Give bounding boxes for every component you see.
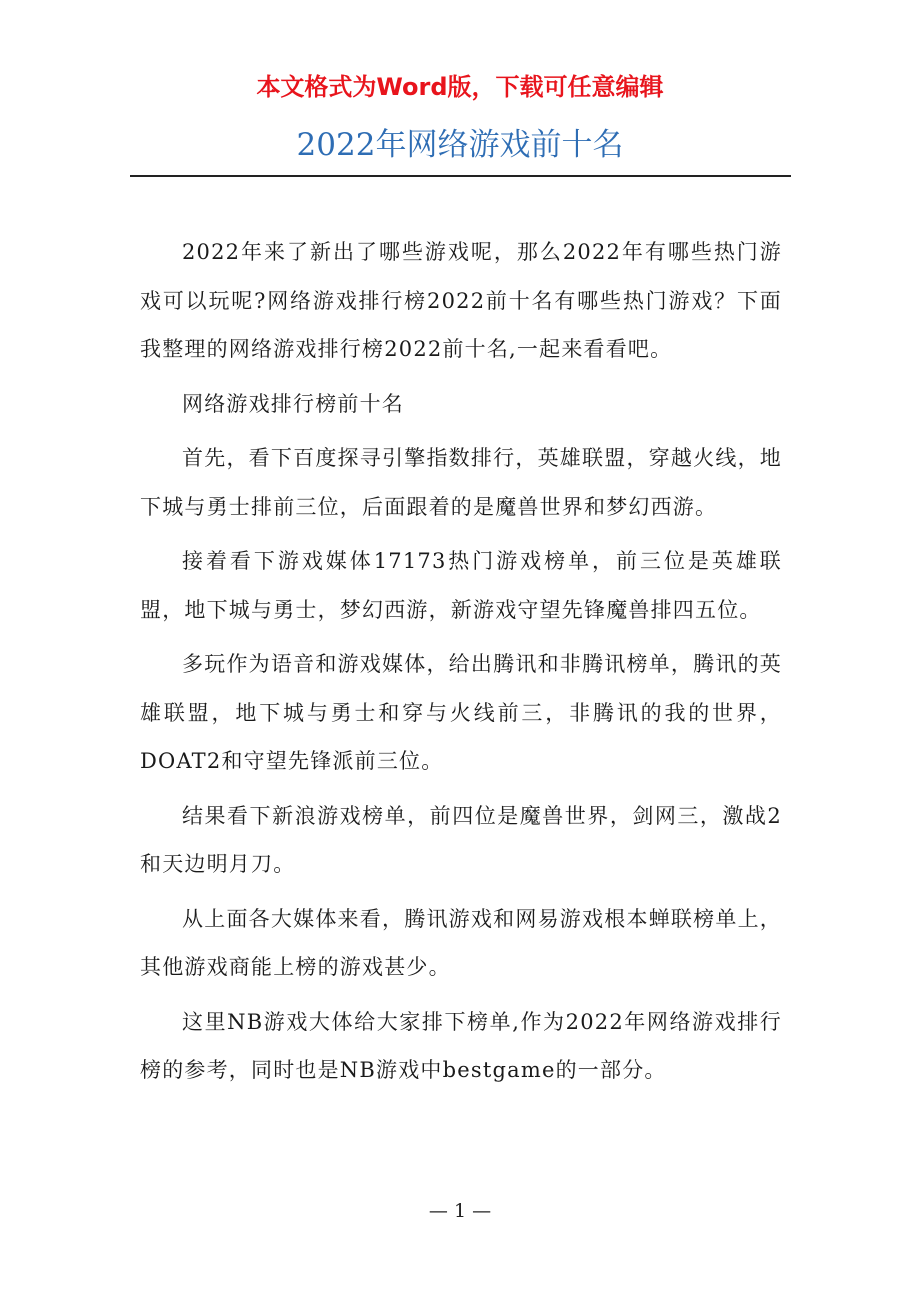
page-number: — 1 —	[428, 1200, 492, 1222]
paragraph-intro: 2022年来了新出了哪些游戏呢，那么2022年有哪些热门游戏可以玩呢?网络游戏排行榜2022前十名有哪些热门游戏？下面我整理的网络游戏排行榜2022前十名,一起来看看吧。	[140, 240, 782, 361]
paragraph-duowan-ranking: 多玩作为语音和游戏媒体，给出腾讯和非腾讯榜单，腾讯的英雄联盟，地下城与勇士和穿与火线前三，非腾讯的我的世界，DOAT2和守望先锋派前三位。	[140, 652, 782, 773]
paragraph-nb-ranking: 这里NB游戏大体给大家排下榜单,作为2022年网络游戏排行榜的参考，同时也是NB游戏中bestgame的一部分。	[140, 1009, 782, 1082]
document-title: 2022年网络游戏前十名	[296, 127, 624, 163]
title-divider	[130, 175, 791, 177]
download-banner: 本文格式为Word版，下载可任意编辑	[256, 73, 664, 101]
paragraph-sina-ranking: 结果看下新浪游戏榜单，前四位是魔兽世界，剑网三，激战2和天边明月刀。	[140, 803, 782, 876]
paragraph-baidu-ranking: 首先，看下百度探寻引擎指数排行，英雄联盟，穿越火线，地下城与勇士排前三位，后面跟着的是魔兽世界和梦幻西游。	[140, 446, 782, 519]
document-body	[140, 228, 782, 1101]
paragraph-17173-ranking: 接着看下游戏媒体17173热门游戏榜单，前三位是英雄联盟，地下城与勇士，梦幻西游，新游戏守望先锋魔兽排四五位。	[140, 549, 782, 622]
paragraph-media-summary: 从上面各大媒体来看，腾讯游戏和网易游戏根本蝉联榜单上，其他游戏商能上榜的游戏甚少。	[140, 906, 782, 979]
paragraph-subheading: 网络游戏排行榜前十名	[182, 391, 404, 416]
